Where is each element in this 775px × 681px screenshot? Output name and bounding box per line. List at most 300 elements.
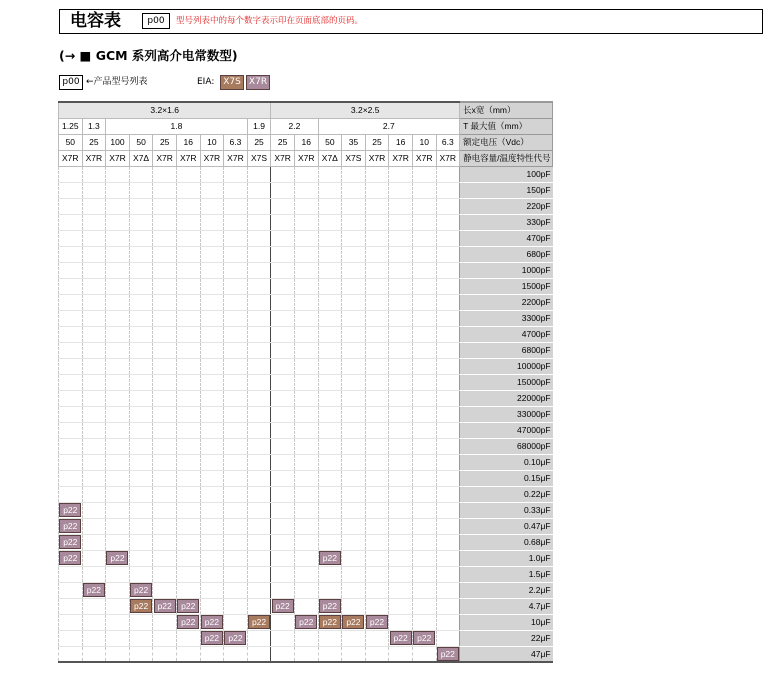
table-cell	[342, 614, 366, 630]
table-cell	[106, 358, 130, 374]
table-cell	[200, 246, 224, 262]
table-cell	[247, 278, 271, 294]
table-cell	[176, 406, 200, 422]
page-link-chip[interactable]: p22	[59, 535, 81, 549]
table-cell	[82, 534, 106, 550]
page-link-chip[interactable]: p22	[295, 615, 317, 629]
page-link-chip[interactable]: p22	[319, 599, 341, 613]
capacitance-label: 1.5μF	[460, 566, 553, 582]
table-cell	[106, 630, 130, 646]
voltage-header: 50	[129, 134, 153, 150]
table-cell	[59, 518, 83, 534]
table-cell	[153, 166, 177, 182]
table-row	[59, 566, 553, 582]
table-cell	[294, 502, 318, 518]
temp-code-header: X7R	[224, 150, 248, 166]
table-cell	[129, 342, 153, 358]
table-cell	[365, 406, 389, 422]
table-cell	[247, 262, 271, 278]
table-cell	[82, 550, 106, 566]
table-row	[59, 646, 553, 662]
table-cell	[153, 582, 177, 598]
table-cell	[106, 326, 130, 342]
table-row	[59, 630, 553, 646]
table-cell	[271, 390, 295, 406]
table-cell	[318, 246, 342, 262]
table-cell	[59, 278, 83, 294]
voltage-header: 6.3	[436, 134, 460, 150]
table-cell	[342, 518, 366, 534]
temp-code-header: X7R	[176, 150, 200, 166]
table-cell	[271, 166, 295, 182]
table-cell	[318, 294, 342, 310]
table-cell	[318, 198, 342, 214]
table-cell	[247, 598, 271, 614]
temp-code-header: X7S	[247, 150, 271, 166]
table-cell	[59, 646, 83, 662]
table-cell	[59, 630, 83, 646]
table-cell	[106, 518, 130, 534]
table-cell	[271, 294, 295, 310]
table-cell	[106, 614, 130, 630]
table-cell	[412, 614, 436, 630]
table-cell	[389, 198, 413, 214]
table-cell	[247, 358, 271, 374]
table-cell	[106, 470, 130, 486]
table-cell	[129, 374, 153, 390]
table-cell	[318, 422, 342, 438]
table-cell	[271, 342, 295, 358]
table-cell	[389, 486, 413, 502]
table-row	[59, 342, 553, 358]
table-cell	[153, 406, 177, 422]
table-cell	[389, 646, 413, 662]
table-cell	[153, 518, 177, 534]
table-cell	[271, 598, 295, 614]
table-row	[59, 278, 553, 294]
table-cell	[365, 358, 389, 374]
table-cell	[389, 598, 413, 614]
capacitance-label: 2.2μF	[460, 582, 553, 598]
table-cell	[436, 518, 460, 534]
table-cell	[82, 582, 106, 598]
table-cell	[200, 598, 224, 614]
table-cell	[294, 390, 318, 406]
table-cell	[82, 278, 106, 294]
table-row	[59, 518, 553, 534]
table-row	[59, 598, 553, 614]
table-cell	[412, 406, 436, 422]
capacitance-label: 1500pF	[460, 278, 553, 294]
table-cell	[82, 566, 106, 582]
table-cell	[129, 406, 153, 422]
temp-code-header: X7R	[271, 150, 295, 166]
table-cell	[436, 214, 460, 230]
table-cell	[224, 566, 248, 582]
table-cell	[389, 246, 413, 262]
table-cell	[224, 310, 248, 326]
table-cell	[271, 214, 295, 230]
table-cell	[153, 374, 177, 390]
page-link-chip[interactable]: p22	[106, 551, 128, 565]
table-cell	[365, 646, 389, 662]
table-cell	[318, 326, 342, 342]
table-cell	[247, 646, 271, 662]
table-cell	[153, 262, 177, 278]
table-cell	[176, 614, 200, 630]
table-cell	[153, 294, 177, 310]
table-cell	[294, 278, 318, 294]
table-cell	[82, 342, 106, 358]
table-cell	[129, 582, 153, 598]
capacitance-label: 470pF	[460, 230, 553, 246]
table-cell	[389, 390, 413, 406]
table-cell	[342, 406, 366, 422]
table-cell	[153, 486, 177, 502]
voltage-header: 100	[106, 134, 130, 150]
table-cell	[365, 374, 389, 390]
table-cell	[271, 374, 295, 390]
table-cell	[247, 374, 271, 390]
temp-code-header: X7R	[59, 150, 83, 166]
capacitance-label: 22000pF	[460, 390, 553, 406]
table-cell	[271, 326, 295, 342]
page-link-chip[interactable]: p22	[154, 599, 176, 613]
table-cell	[365, 294, 389, 310]
table-cell	[342, 198, 366, 214]
table-cell	[129, 566, 153, 582]
capacitance-table	[58, 101, 553, 663]
table-cell	[412, 326, 436, 342]
table-cell	[247, 470, 271, 486]
table-cell	[436, 454, 460, 470]
table-cell	[106, 438, 130, 454]
table-cell	[271, 198, 295, 214]
page-link-chip[interactable]: p22	[224, 631, 246, 645]
table-cell	[82, 598, 106, 614]
table-cell	[59, 342, 83, 358]
table-cell	[129, 646, 153, 662]
table-cell	[153, 502, 177, 518]
table-cell	[247, 438, 271, 454]
table-cell	[294, 406, 318, 422]
table-cell	[389, 406, 413, 422]
table-cell	[153, 566, 177, 582]
capacitance-label: 150pF	[460, 182, 553, 198]
table-cell	[200, 470, 224, 486]
table-cell	[247, 198, 271, 214]
table-cell	[271, 310, 295, 326]
table-cell	[318, 214, 342, 230]
table-cell	[247, 390, 271, 406]
table-cell	[59, 582, 83, 598]
table-cell	[224, 262, 248, 278]
table-cell	[176, 566, 200, 582]
table-cell	[106, 182, 130, 198]
table-cell	[365, 534, 389, 550]
table-cell	[389, 438, 413, 454]
table-cell	[271, 502, 295, 518]
table-cell	[176, 470, 200, 486]
table-cell	[342, 598, 366, 614]
temp-code-header: X7R	[106, 150, 130, 166]
table-cell	[436, 502, 460, 518]
table-cell	[436, 550, 460, 566]
table-cell	[342, 326, 366, 342]
size-header: 3.2×1.6	[59, 102, 271, 118]
table-cell	[224, 358, 248, 374]
table-cell	[59, 214, 83, 230]
capacitance-label: 3300pF	[460, 310, 553, 326]
table-cell	[82, 502, 106, 518]
table-row	[59, 358, 553, 374]
table-cell	[365, 422, 389, 438]
eia-label: EIA:	[197, 77, 215, 87]
table-cell	[318, 486, 342, 502]
table-cell	[389, 342, 413, 358]
table-cell	[247, 486, 271, 502]
voltage-header: 50	[318, 134, 342, 150]
table-row	[59, 198, 553, 214]
table-cell	[389, 214, 413, 230]
table-cell	[82, 230, 106, 246]
table-cell	[294, 230, 318, 246]
page-link-chip[interactable]: p22	[177, 615, 199, 629]
table-cell	[200, 518, 224, 534]
table-cell	[82, 246, 106, 262]
title-note: 型号列表中的每个数字表示印在页面底部的页码。	[176, 16, 364, 26]
table-cell	[294, 534, 318, 550]
page-link-chip[interactable]: p22	[390, 631, 412, 645]
table-row	[59, 502, 553, 518]
table-cell	[106, 566, 130, 582]
table-cell	[365, 390, 389, 406]
page-link-chip[interactable]: p22	[413, 631, 435, 645]
table-cell	[294, 198, 318, 214]
capacitance-label: 1.0μF	[460, 550, 553, 566]
table-cell	[247, 582, 271, 598]
table-cell	[294, 566, 318, 582]
table-cell	[106, 534, 130, 550]
temp-code-header: X7R	[365, 150, 389, 166]
table-cell	[389, 582, 413, 598]
table-cell	[200, 630, 224, 646]
eia-x7r-chip: X7R	[246, 75, 270, 90]
table-cell	[365, 502, 389, 518]
table-cell	[153, 390, 177, 406]
table-cell	[176, 246, 200, 262]
capacitance-label: 0.68μF	[460, 534, 553, 550]
table-cell	[342, 342, 366, 358]
table-cell	[176, 278, 200, 294]
table-cell	[318, 374, 342, 390]
table-cell	[294, 438, 318, 454]
table-cell	[129, 630, 153, 646]
table-cell	[436, 374, 460, 390]
table-cell	[436, 534, 460, 550]
table-cell	[412, 438, 436, 454]
table-cell	[342, 502, 366, 518]
table-cell	[412, 454, 436, 470]
table-cell	[200, 342, 224, 358]
table-cell	[389, 374, 413, 390]
table-cell	[342, 534, 366, 550]
page-link-chip[interactable]: p22	[59, 551, 81, 565]
table-cell	[129, 390, 153, 406]
page-link-chip[interactable]: p22	[319, 551, 341, 565]
table-row	[59, 326, 553, 342]
table-cell	[247, 534, 271, 550]
table-cell	[342, 550, 366, 566]
table-cell	[389, 230, 413, 246]
table-cell	[436, 470, 460, 486]
series-subtitle[interactable]: (→ ■ GCM 系列高介电常数型)	[59, 48, 238, 63]
table-cell	[318, 470, 342, 486]
table-cell	[342, 310, 366, 326]
table-cell	[129, 198, 153, 214]
page-link-chip[interactable]: p22	[248, 615, 270, 629]
page-link-chip[interactable]: p22	[130, 583, 152, 597]
page-link-chip[interactable]: p22	[319, 615, 341, 629]
table-cell	[365, 278, 389, 294]
table-cell	[365, 614, 389, 630]
table-cell	[176, 598, 200, 614]
voltage-header: 16	[176, 134, 200, 150]
table-cell	[247, 230, 271, 246]
table-cell	[412, 374, 436, 390]
table-cell	[412, 550, 436, 566]
table-cell	[200, 454, 224, 470]
table-cell	[271, 230, 295, 246]
table-cell	[129, 214, 153, 230]
table-cell	[247, 422, 271, 438]
table-cell	[176, 214, 200, 230]
table-cell	[294, 310, 318, 326]
table-cell	[342, 230, 366, 246]
table-cell	[271, 438, 295, 454]
thickness-header: 2.7	[318, 118, 460, 134]
table-cell	[106, 502, 130, 518]
table-cell	[294, 614, 318, 630]
table-cell	[176, 182, 200, 198]
table-cell	[247, 294, 271, 310]
table-cell	[224, 518, 248, 534]
table-cell	[176, 422, 200, 438]
voltage-header: 25	[271, 134, 295, 150]
page-link-chip[interactable]: p22	[201, 615, 223, 629]
table-cell	[153, 310, 177, 326]
table-cell	[176, 454, 200, 470]
table-cell	[106, 390, 130, 406]
table-row	[59, 486, 553, 502]
table-cell	[200, 566, 224, 582]
table-cell	[342, 470, 366, 486]
table-cell	[247, 566, 271, 582]
table-cell	[412, 646, 436, 662]
table-cell	[153, 598, 177, 614]
table-cell	[318, 358, 342, 374]
table-cell	[271, 454, 295, 470]
table-cell	[389, 566, 413, 582]
page-link-chip[interactable]: p22	[177, 599, 199, 613]
table-cell	[129, 246, 153, 262]
table-cell	[365, 214, 389, 230]
table-cell	[318, 550, 342, 566]
table-cell	[436, 422, 460, 438]
table-cell	[59, 550, 83, 566]
table-cell	[342, 214, 366, 230]
table-cell	[129, 262, 153, 278]
table-cell	[82, 390, 106, 406]
table-cell	[82, 518, 106, 534]
table-cell	[247, 342, 271, 358]
table-cell	[176, 582, 200, 598]
thickness-header: 1.3	[82, 118, 106, 134]
table-cell	[412, 246, 436, 262]
table-cell	[82, 214, 106, 230]
table-cell	[389, 550, 413, 566]
page-link-chip[interactable]: p22	[342, 615, 364, 629]
table-cell	[365, 198, 389, 214]
page-link-chip[interactable]: p22	[201, 631, 223, 645]
table-cell	[436, 262, 460, 278]
table-cell	[106, 214, 130, 230]
page-link-chip[interactable]: p22	[272, 599, 294, 613]
capacitance-label: 1000pF	[460, 262, 553, 278]
table-cell	[224, 598, 248, 614]
table-cell	[153, 438, 177, 454]
table-cell	[153, 198, 177, 214]
page-link-chip[interactable]: p22	[59, 503, 81, 517]
page-link-chip[interactable]: p22	[59, 519, 81, 533]
table-cell	[436, 566, 460, 582]
page-link-chip[interactable]: p22	[130, 599, 152, 613]
table-cell	[436, 582, 460, 598]
table-cell	[436, 390, 460, 406]
table-cell	[389, 326, 413, 342]
table-cell	[200, 550, 224, 566]
table-cell	[129, 182, 153, 198]
capacitance-label: 4700pF	[460, 326, 553, 342]
table-cell	[436, 294, 460, 310]
table-cell	[318, 278, 342, 294]
table-cell	[365, 310, 389, 326]
page-link-chip[interactable]: p22	[437, 647, 459, 661]
table-cell	[59, 502, 83, 518]
table-cell	[294, 470, 318, 486]
page-link-chip[interactable]: p22	[366, 615, 388, 629]
page-link-chip[interactable]: p22	[83, 583, 105, 597]
table-cell	[436, 614, 460, 630]
table-cell	[129, 534, 153, 550]
table-cell	[389, 534, 413, 550]
table-cell	[224, 390, 248, 406]
table-cell	[389, 518, 413, 534]
table-cell	[82, 310, 106, 326]
capacitance-label: 4.7μF	[460, 598, 553, 614]
table-cell	[224, 646, 248, 662]
table-cell	[412, 486, 436, 502]
table-cell	[153, 470, 177, 486]
table-cell	[247, 166, 271, 182]
table-cell	[224, 198, 248, 214]
table-cell	[176, 166, 200, 182]
table-cell	[318, 182, 342, 198]
table-cell	[412, 166, 436, 182]
table-cell	[153, 278, 177, 294]
table-cell	[176, 198, 200, 214]
table-cell	[342, 582, 366, 598]
